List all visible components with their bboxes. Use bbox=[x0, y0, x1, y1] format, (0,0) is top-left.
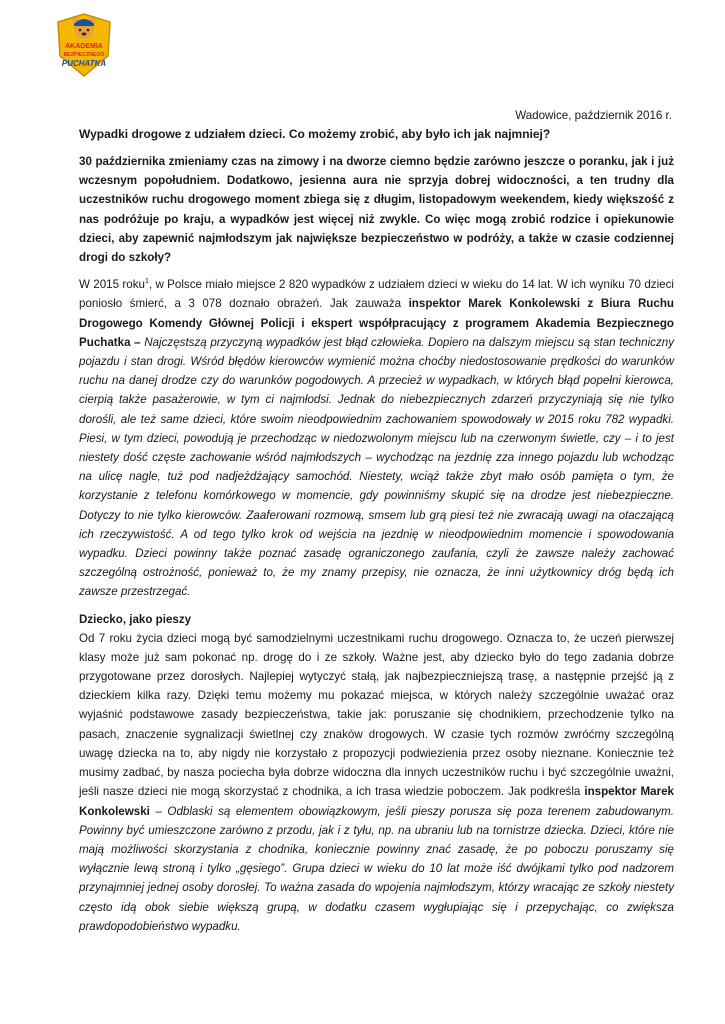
expert-quote: Najczęstszą przyczyną wypadków jest błąd człowieka. Dopiero na dalszym miejscu są stan techniczny pojazdu i stan drogi. Wśród błędów kierowców wymienić można choćby niedostosowanie prędkości do warunków ruchu na danej drodze czy do warunków pogodowych. A przecież w wypadkach, w których błąd popełni kierowca, cierpią także pasażerowie, w tym ci najmłodsi. Jednak do niebezpiecznych zdarzeń przyczyniają się nie tylko dorośli, ale też same dzieci, które swoim nieodpowiednim zachowaniem spowodowały w 2015 roku 782 wypadki. Piesi, w tym dzieci, powodują je przechodząc w niedozwolonym miejscu lub na czerwonym świetle, czy – i to jest niestety dość częste zachowanie wśród najmłodszych – wychodząc na jezdnię zza innego pojazdu lub wchodząc na ulicę nagle, tuż pod nadjeżdżający samochód. Niestety, wciąż także zbyt mało osób pamięta o tym, że korzystanie z telefonu komórkowego w momencie, gdy powinniśmy skupić się na drodze jest niebezpieczne. Dotyczy to nie tylko kierowców. Zaaferowani rozmową, smsem lub grą piesi też nie zwracają uwagi na otaczającą ich rzeczywistość. A od tego tylko krok od wejścia na jezdnię w nieodpowiednim momencie i spowodowania wypadku. Dzieci powinny także poznać zasadę ograniczonego zaufania, czyli że zawsze należy zachować szczególną ostrożność, ponieważ to, że my znamy przepisy, nie oznacza, że inni użytkownicy dróg będą ich zawsze przestrzegać. bbox=[79, 335, 674, 599]
footnote-marker: 1 bbox=[144, 278, 149, 286]
logo-text-line1: AKADEMIA bbox=[65, 43, 103, 50]
expert-quote: Odblaski są elementem obowiązkowym, jeśli pieszy porusza się poza terenem zabudowanym. Powinny być umieszczone zarówno z przodu, jak i z tyłu, np. na ubraniu lub na tornistrze dziecka. Dzieci, które nie mają możliwości skorzystania z chodnika, koniecznie powinny znać zasadę, że po poboczu poruszamy się wyłącznie lewą stroną i tylko „gęsiego”. Grupa dzieci w wieku do 10 lat może iść dwójkami tylko pod nadzorem przynajmniej jednej osoby dorosłej. To ważna zasada do wpojenia najmłodszym, którzy wracając ze szkoły niestety często idą obok siebie większą grupą, w dodatku czasem wygłupiając się i przepychając, co zwiększa prawdopodobieństwo wypadku. bbox=[79, 804, 674, 933]
paragraph-statistics bbox=[79, 275, 674, 601]
expert-name: inspektor Marek Konkolewski bbox=[79, 785, 674, 818]
section-child-pedestrian bbox=[79, 610, 674, 936]
logo-text-line3: PUCHATKA bbox=[61, 59, 107, 68]
document-body bbox=[79, 125, 674, 944]
paragraph-text: , w Polsce miało miejsce 2 820 wypadków z udziałem dzieci w wieku do 14 lat. W ich wyniku 70 dzieci poniosło śmierć, a 3 078 doznało obrażeń. Jak zauważa bbox=[79, 278, 674, 311]
document-date: Wadowice, październik 2016 r. bbox=[515, 109, 672, 122]
logo-bear-eye-right bbox=[87, 29, 90, 32]
lead-paragraph: 30 października zmieniamy czas na zimowy i na dworze ciemno będzie zarówno jeszcze o poranku, jak i już wczesnym popołudniem. Dodatkowo, jesienna aura nie sprzyja dobrej widoczności, a ten trudny dla uczestników ruchu drogowego moment zbiega się z długim, listopadowym weekendem, kiedy większość z nas podróżuje po kraju, a wypadków jest więcej niż zwykle. Co więc mogą zrobić rodzice i opiekunowie dzieci, aby zapewnić najmłodszym jak największe bezpieczeństwo w podróży, a także w czasie codziennej drogi do szkoły? bbox=[79, 155, 674, 265]
section-heading: Dziecko, jako pieszy bbox=[79, 612, 192, 626]
dash-separator: – bbox=[149, 804, 168, 818]
document-title: Wypadki drogowe z udziałem dzieci. Co możemy zrobić, aby było ich jak najmniej? bbox=[79, 127, 551, 141]
logo-text-line2: BEZPIECZNEGO bbox=[63, 52, 105, 58]
logo-bear-nose bbox=[82, 33, 87, 36]
paragraph-text: Od 7 roku życia dzieci mogą być samodzielnymi uczestnikami ruchu drogowego. Oznacza to, że uczeń pierwszej klasy może już sam pokonać np. drogę do i ze szkoły. Ważne jest, aby dziecko było do tego zadania dobrze przygotowane przez dorosłych. Najlepiej wytyczyć stałą, jak najbezpieczniejszą trasę, a następnie przejść ją z dzieckiem kilka razy. Dzięki temu możemy mu pokazać miejsca, w których należy szczególnie uważać oraz wyjaśnić podstawowe zasady bezpieczeństwa, takie jak: poruszanie się chodnikiem, przechodzenie tylko na pasach, znaczenie sygnalizacji świetlnej czy znaków drogowych. W czasie tych rozmów zwróćmy szczególną uwagę dziecka na to, aby nigdy nie korzystało z propozycji podwiezienia przez osoby nieznane. Koniecznie też musimy zadbać, by nasza pociecha była dobrze widoczna dla innych uczestników ruchu i być szczególnie uważni, jeśli nasze dzieci nie mogą skorzystać z chodnika, a ich trasa wiedzie poboczem. Jak podkreśla bbox=[79, 631, 674, 799]
akademia-bezpiecznego-puchatka-logo bbox=[52, 12, 116, 78]
expert-attribution: inspektor Marek Konkolewski z Biura Ruchu Drogowego Komendy Głównej Policji i ekspert współpracujący z programem Akademia Bezpiecznego Puchatka – bbox=[79, 297, 675, 349]
section-paragraph bbox=[79, 629, 674, 936]
logo-bear-eye-left bbox=[79, 29, 82, 32]
paragraph-text: W 2015 roku bbox=[79, 278, 145, 292]
